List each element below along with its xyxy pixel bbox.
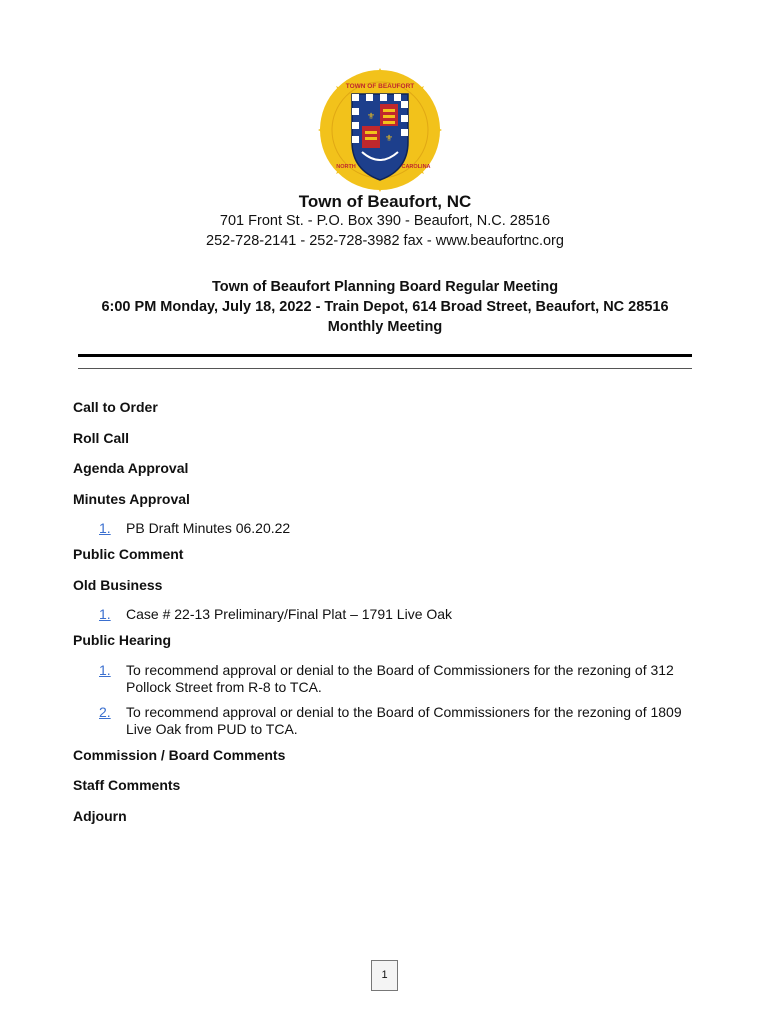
seal-top-text: TOWN OF BEAUFORT — [345, 83, 415, 90]
header-divider-thick — [78, 354, 692, 357]
minutes-item-text: PB Draft Minutes 06.20.22 — [126, 520, 291, 536]
agenda-adjourn: Adjourn — [73, 807, 127, 824]
public-hearing-item-line1: To recommend approval or denial to the Board of Commissioners for the rezoning of 1809 — [126, 703, 682, 720]
meeting-type: Monthly Meeting — [327, 319, 443, 335]
minutes-item — [73, 520, 693, 537]
meeting-time-place: 6:00 PM Monday, July 18, 2022 - Train Depot, 614 Broad Street, Beaufort, NC 28516 — [101, 299, 669, 315]
agenda-agenda-approval: Agenda Approval — [73, 460, 189, 476]
svg-text:⚜: ⚜ — [366, 112, 376, 122]
seal-left-text: NORTH — [336, 164, 356, 170]
town-contact: 252-728-2141 - 252-728-3982 fax - www.beaufortnc.org — [206, 233, 564, 249]
old-business-item — [73, 606, 693, 623]
page-number: 1 — [371, 960, 398, 991]
public-hearing-item-line2: Pollock Street from R-8 to TCA. — [126, 678, 322, 695]
town-seal-logo — [318, 68, 442, 192]
public-hearing-item-link[interactable]: 2. — [99, 703, 111, 720]
public-hearing-item-line2: Live Oak from PUD to TCA. — [126, 720, 298, 737]
public-hearing-item-link[interactable]: 1. — [99, 661, 111, 678]
agenda-list — [73, 399, 693, 838]
svg-text:⚜: ⚜ — [384, 134, 394, 144]
public-hearing-item — [73, 662, 693, 696]
agenda-old-business: Old Business — [73, 576, 163, 593]
public-hearing-item — [73, 704, 693, 738]
agenda-commission-comments: Commission / Board Comments — [73, 746, 286, 763]
minutes-item-link[interactable]: 1. — [99, 520, 111, 536]
old-business-item-text: Case # 22-13 Preliminary/Final Plat – 1791 Live Oak — [126, 606, 453, 622]
seal-right-text: CAROLINA — [401, 164, 431, 170]
agenda-public-comment: Public Comment — [73, 546, 184, 562]
agenda-minutes-approval: Minutes Approval — [73, 490, 190, 507]
header-divider-thin — [78, 368, 692, 369]
agenda-public-hearing: Public Hearing — [73, 632, 172, 648]
old-business-item-link[interactable]: 1. — [99, 606, 111, 622]
town-title: Town of Beaufort, NC — [298, 192, 472, 211]
meeting-title: Town of Beaufort Planning Board Regular Meeting — [211, 279, 559, 295]
agenda-staff-comments: Staff Comments — [73, 777, 181, 793]
town-address: 701 Front St. - P.O. Box 390 - Beaufort, N.C. 28516 — [219, 213, 551, 229]
public-hearing-item-line1: To recommend approval or denial to the Board of Commissioners for the rezoning of 312 — [126, 661, 674, 678]
agenda-call-to-order: Call to Order — [73, 399, 158, 415]
agenda-roll-call: Roll Call — [73, 429, 130, 446]
